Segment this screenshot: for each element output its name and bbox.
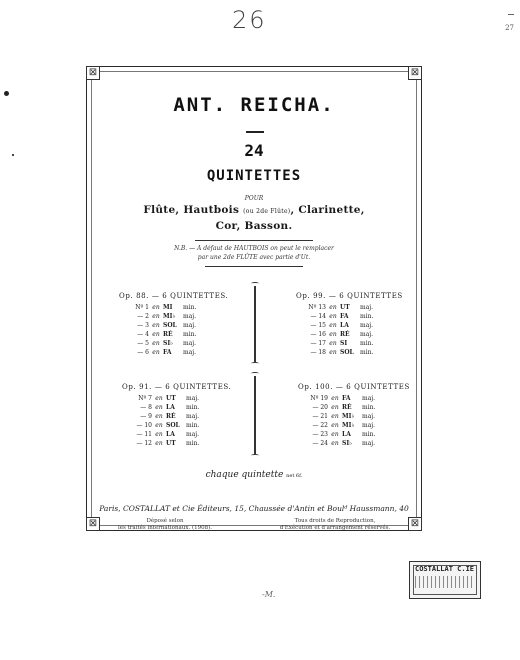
quintet-en: en: [329, 313, 337, 320]
quintet-row: [296, 348, 426, 357]
quintet-en: en: [331, 395, 339, 402]
quintet-mode: min.: [362, 404, 376, 411]
quintet-number: Nº 13: [308, 304, 326, 311]
column-divider: [251, 282, 259, 366]
price-amount: net 6f.: [286, 473, 303, 479]
opus-heading: Op. 99. — 6 QUINTETTES: [296, 292, 403, 300]
quintet-row: [119, 339, 249, 348]
quintet-mode: min.: [360, 313, 374, 320]
quintet-key: UT: [340, 304, 350, 311]
quintet-en: en: [329, 340, 337, 347]
quintet-row: [296, 312, 426, 321]
quintet-en: en: [331, 413, 339, 420]
quintet-key: RÉ: [340, 331, 350, 338]
quintet-en: en: [152, 331, 160, 338]
quintet-list: [122, 394, 252, 448]
quintet-row: [298, 403, 428, 412]
quintet-key: LA: [342, 431, 351, 438]
quintet-mode: min.: [186, 440, 200, 447]
column-divider: [251, 372, 259, 458]
quintet-row: [119, 303, 249, 312]
quintet-key: UT: [166, 440, 176, 447]
quintet-en: en: [329, 331, 337, 338]
quintet-row: [296, 321, 426, 330]
quintet-row: [298, 394, 428, 403]
quintet-key: SOL: [166, 422, 180, 429]
quintet-key: LA: [166, 431, 175, 438]
corner-mark: [508, 14, 514, 21]
rights-line-2: d'Exécution et d'arrangement réservés.: [279, 525, 391, 531]
quintet-key: SI: [340, 340, 348, 347]
handwritten-number: 26: [232, 6, 267, 34]
quintet-row: [122, 430, 252, 439]
quintet-row: [122, 412, 252, 421]
quintet-number: — 22: [312, 422, 328, 429]
margin-spot: [12, 154, 14, 156]
note-rule-bottom: [205, 266, 303, 267]
opus-heading: Op. 91. — 6 QUINTETTES.: [122, 383, 232, 391]
quintet-row: [298, 439, 428, 448]
quintet-mode: maj.: [183, 340, 197, 347]
quintet-en: en: [155, 395, 163, 402]
quintet-row: [298, 412, 428, 421]
quintet-number: — 8: [140, 404, 152, 411]
quintet-number: — 23: [312, 431, 328, 438]
instrumentation-a: Flûte, Hautbois: [143, 204, 240, 216]
corner-ornament-top-right: ⊠: [408, 66, 422, 80]
quintet-row: [122, 439, 252, 448]
quintet-number: Nº 19: [310, 395, 328, 402]
quintet-mode: maj.: [186, 431, 200, 438]
note-line-1: N.B. — A défaut de HAUTBOIS on peut le remplacer: [174, 245, 334, 252]
depot-line-2: les traités internationaux. (1908).: [118, 525, 212, 531]
instrumentation-line-2: Cor, Basson.: [215, 220, 293, 232]
quintet-list: [298, 394, 428, 448]
quintet-number: — 16: [310, 331, 326, 338]
quintet-key: RÉ: [163, 331, 173, 338]
quintet-row: [296, 330, 426, 339]
quintet-en: en: [152, 340, 160, 347]
stamp-text: COSTALLAT C.IE: [415, 565, 475, 573]
quintet-number: — 21: [312, 413, 328, 420]
quintet-row: [122, 421, 252, 430]
quintet-en: en: [329, 349, 337, 356]
price-line: [91, 470, 417, 480]
corner-ornament-bottom-left: ⊠: [86, 517, 100, 531]
quintet-en: en: [155, 431, 163, 438]
quintet-key: FA: [340, 313, 349, 320]
publisher-line: Paris, COSTALLAT et Cie Éditeurs, 15, Chaussée d'Antin et Boulᵈ Haussmann, 40: [99, 504, 409, 513]
quintet-key: LA: [166, 404, 175, 411]
quintet-key: MI♭: [342, 413, 355, 420]
quintet-en: en: [331, 431, 339, 438]
quintet-number: — 9: [140, 413, 152, 420]
quintet-mode: maj.: [362, 395, 376, 402]
quintet-row: [122, 403, 252, 412]
instrumentation-b: , Clarinette,: [290, 204, 365, 216]
price-text: chaque quintette: [205, 470, 284, 480]
quintet-row: [119, 321, 249, 330]
quintet-row: [119, 348, 249, 357]
quintet-key: SI♭: [342, 440, 352, 447]
opus-group: [296, 292, 426, 357]
quintet-number: Nº 7: [138, 395, 152, 402]
quintet-key: LA: [340, 322, 349, 329]
opus-group: [122, 383, 252, 448]
quintet-en: en: [331, 422, 339, 429]
opus-group: [298, 383, 428, 448]
quintet-row: [296, 303, 426, 312]
quintet-number: — 5: [137, 340, 149, 347]
work-count: 24: [244, 141, 264, 160]
quintet-mode: maj.: [362, 440, 376, 447]
depot-line-1: Déposé selon: [146, 518, 184, 524]
signature-mark: -M.: [262, 590, 276, 599]
quintet-mode: maj.: [360, 304, 374, 311]
quintet-mode: maj.: [186, 395, 200, 402]
quintet-mode: maj.: [186, 413, 200, 420]
quintet-en: en: [329, 304, 337, 311]
quintet-key: FA: [163, 349, 172, 356]
work-title: QUINTETTES: [206, 168, 302, 184]
quintet-number: — 18: [310, 349, 326, 356]
rights-line-1: Tous droits de Reproduction,: [294, 518, 376, 524]
quintet-en: en: [155, 440, 163, 447]
quintet-number: — 15: [310, 322, 326, 329]
quintet-row: [119, 330, 249, 339]
quintet-mode: min.: [360, 349, 374, 356]
note-line-2: par une 2de FLÛTE avec partie d'Ut.: [197, 254, 311, 261]
quintet-en: en: [152, 304, 160, 311]
quintet-list: [296, 303, 426, 357]
quintet-number: — 2: [137, 313, 149, 320]
quintet-key: SOL: [163, 322, 177, 329]
quintet-number: Nº 1: [135, 304, 149, 311]
quintet-number: — 4: [137, 331, 149, 338]
quintet-mode: maj.: [183, 313, 197, 320]
quintet-key: SI♭: [163, 340, 173, 347]
quintet-number: — 11: [136, 431, 152, 438]
quintet-number: — 6: [137, 349, 149, 356]
instrumentation-alt: (ou 2de Flûte): [243, 208, 291, 215]
quintet-row: [122, 394, 252, 403]
composer-name: ANT. REICHA.: [173, 94, 335, 116]
quintet-mode: min.: [186, 404, 200, 411]
corner-ornament-bottom-right: ⊠: [408, 517, 422, 531]
quintet-en: en: [152, 322, 160, 329]
quintet-mode: min.: [186, 422, 200, 429]
quintet-number: — 20: [312, 404, 328, 411]
note-rule-top: [195, 240, 313, 241]
quintet-number: — 14: [310, 313, 326, 320]
quintet-en: en: [331, 404, 339, 411]
quintet-key: RÉ: [342, 404, 352, 411]
quintet-key: RÉ: [166, 413, 176, 420]
publisher-stamp: [409, 561, 481, 599]
quintet-key: SOL: [340, 349, 354, 356]
quintet-mode: min.: [362, 431, 376, 438]
quintet-number: — 12: [136, 440, 152, 447]
quintet-row: [298, 430, 428, 439]
quintet-row: [296, 339, 426, 348]
quintet-key: FA: [342, 395, 351, 402]
quintet-mode: min.: [360, 340, 374, 347]
opus-group: [119, 292, 249, 357]
quintet-number: — 17: [310, 340, 326, 347]
quintet-key: UT: [166, 395, 176, 402]
opus-heading: Op. 100. — 6 QUINTETTES: [298, 383, 410, 391]
quintet-mode: maj.: [360, 322, 374, 329]
title-rule: [246, 131, 264, 133]
quintet-en: en: [155, 404, 163, 411]
quintet-number: — 10: [136, 422, 152, 429]
quintet-mode: maj.: [362, 422, 376, 429]
quintet-row: [119, 312, 249, 321]
quintet-number: — 3: [137, 322, 149, 329]
quintet-en: en: [152, 313, 160, 320]
quintet-en: en: [155, 413, 163, 420]
opus-heading: Op. 88. — 6 QUINTETTES.: [119, 292, 229, 300]
quintet-en: en: [155, 422, 163, 429]
quintet-mode: maj.: [362, 413, 376, 420]
quintet-mode: min.: [183, 304, 197, 311]
quintet-list: [119, 303, 249, 357]
quintet-row: [298, 421, 428, 430]
pour-label: POUR: [244, 195, 264, 202]
quintet-mode: maj.: [183, 349, 197, 356]
quintet-en: en: [152, 349, 160, 356]
quintet-en: en: [331, 440, 339, 447]
quintet-key: MI: [163, 304, 173, 311]
quintet-number: — 24: [312, 440, 328, 447]
quintet-key: MI♭: [342, 422, 355, 429]
corner-number: 27: [505, 24, 514, 32]
corner-ornament-top-left: ⊠: [86, 66, 100, 80]
margin-spot: [4, 91, 9, 96]
quintet-mode: maj.: [183, 322, 197, 329]
quintet-mode: maj.: [360, 331, 374, 338]
quintet-key: MI♭: [163, 313, 176, 320]
instrumentation-line-1: [91, 204, 417, 216]
quintet-en: en: [329, 322, 337, 329]
quintet-mode: min.: [183, 331, 197, 338]
